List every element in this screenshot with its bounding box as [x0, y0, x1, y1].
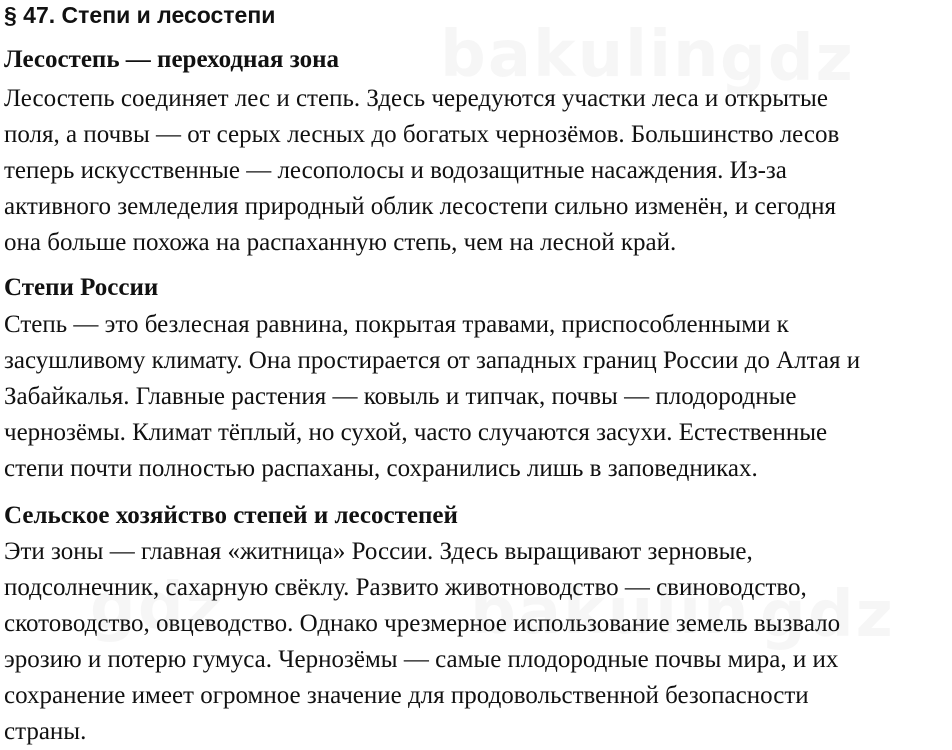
page-title: § 47. Степи и лесостепи — [4, 2, 276, 28]
section-paragraph-forest-steppe — [4, 81, 950, 261]
paragraph-line: активного земледелия природный облик лесостепи сильно изменён, и сегодня — [4, 193, 836, 220]
paragraph-line: эрозию и потерю гумуса. Чернозёмы — самые плодородные почвы мира, и их — [4, 646, 839, 673]
paragraph-line: засушливому климату. Она простирается от западных границ России до Алтая и — [4, 347, 861, 374]
paragraph-line: подсолнечник, сахарную свёклу. Развито животноводство — свиноводство, — [4, 574, 807, 601]
section-heading-forest-steppe: Лесостепь — переходная зона — [4, 46, 340, 73]
paragraph-line: Степь — это безлесная равнина, покрытая травами, приспособленными к — [4, 311, 789, 338]
paragraph-line: сохранение имеет огромное значение для продовольственной безопасности — [4, 682, 809, 709]
paragraph-line: Забайкалья. Главные растения — ковыль и типчак, почвы — плодородные — [4, 383, 797, 410]
paragraph-line: Лесостепь соединяет лес и степь. Здесь чередуются участки леса и открытые — [4, 85, 828, 112]
section-paragraph-agriculture — [4, 534, 950, 750]
section-paragraph-steppes-of-russia — [4, 307, 950, 487]
paragraph-line: теперь искусственные — лесополосы и водозащитные насаждения. Из-за — [4, 157, 787, 184]
paragraph-line: степи почти полностью распаханы, сохранились лишь в заповедниках. — [4, 455, 758, 482]
paragraph-line: страны. — [4, 718, 87, 745]
section-heading-steppes-of-russia: Степи России — [4, 274, 159, 301]
section-heading-agriculture: Сельское хозяйство степей и лесостепей — [4, 502, 458, 529]
paragraph-line: она больше похожа на распаханную степь, чем на лесной край. — [4, 229, 677, 256]
paragraph-line: скотоводство, овцеводство. Однако чрезмерное использование земель вызвало — [4, 610, 841, 637]
paragraph-line: Эти зоны — главная «житница» России. Здесь выращивают зерновые, — [4, 538, 753, 565]
paragraph-line: поля, а почвы — от серых лесных до богатых чернозёмов. Большинство лесов — [4, 121, 840, 148]
paragraph-line: чернозёмы. Климат тёплый, но сухой, часто случаются засухи. Естественные — [4, 419, 828, 446]
